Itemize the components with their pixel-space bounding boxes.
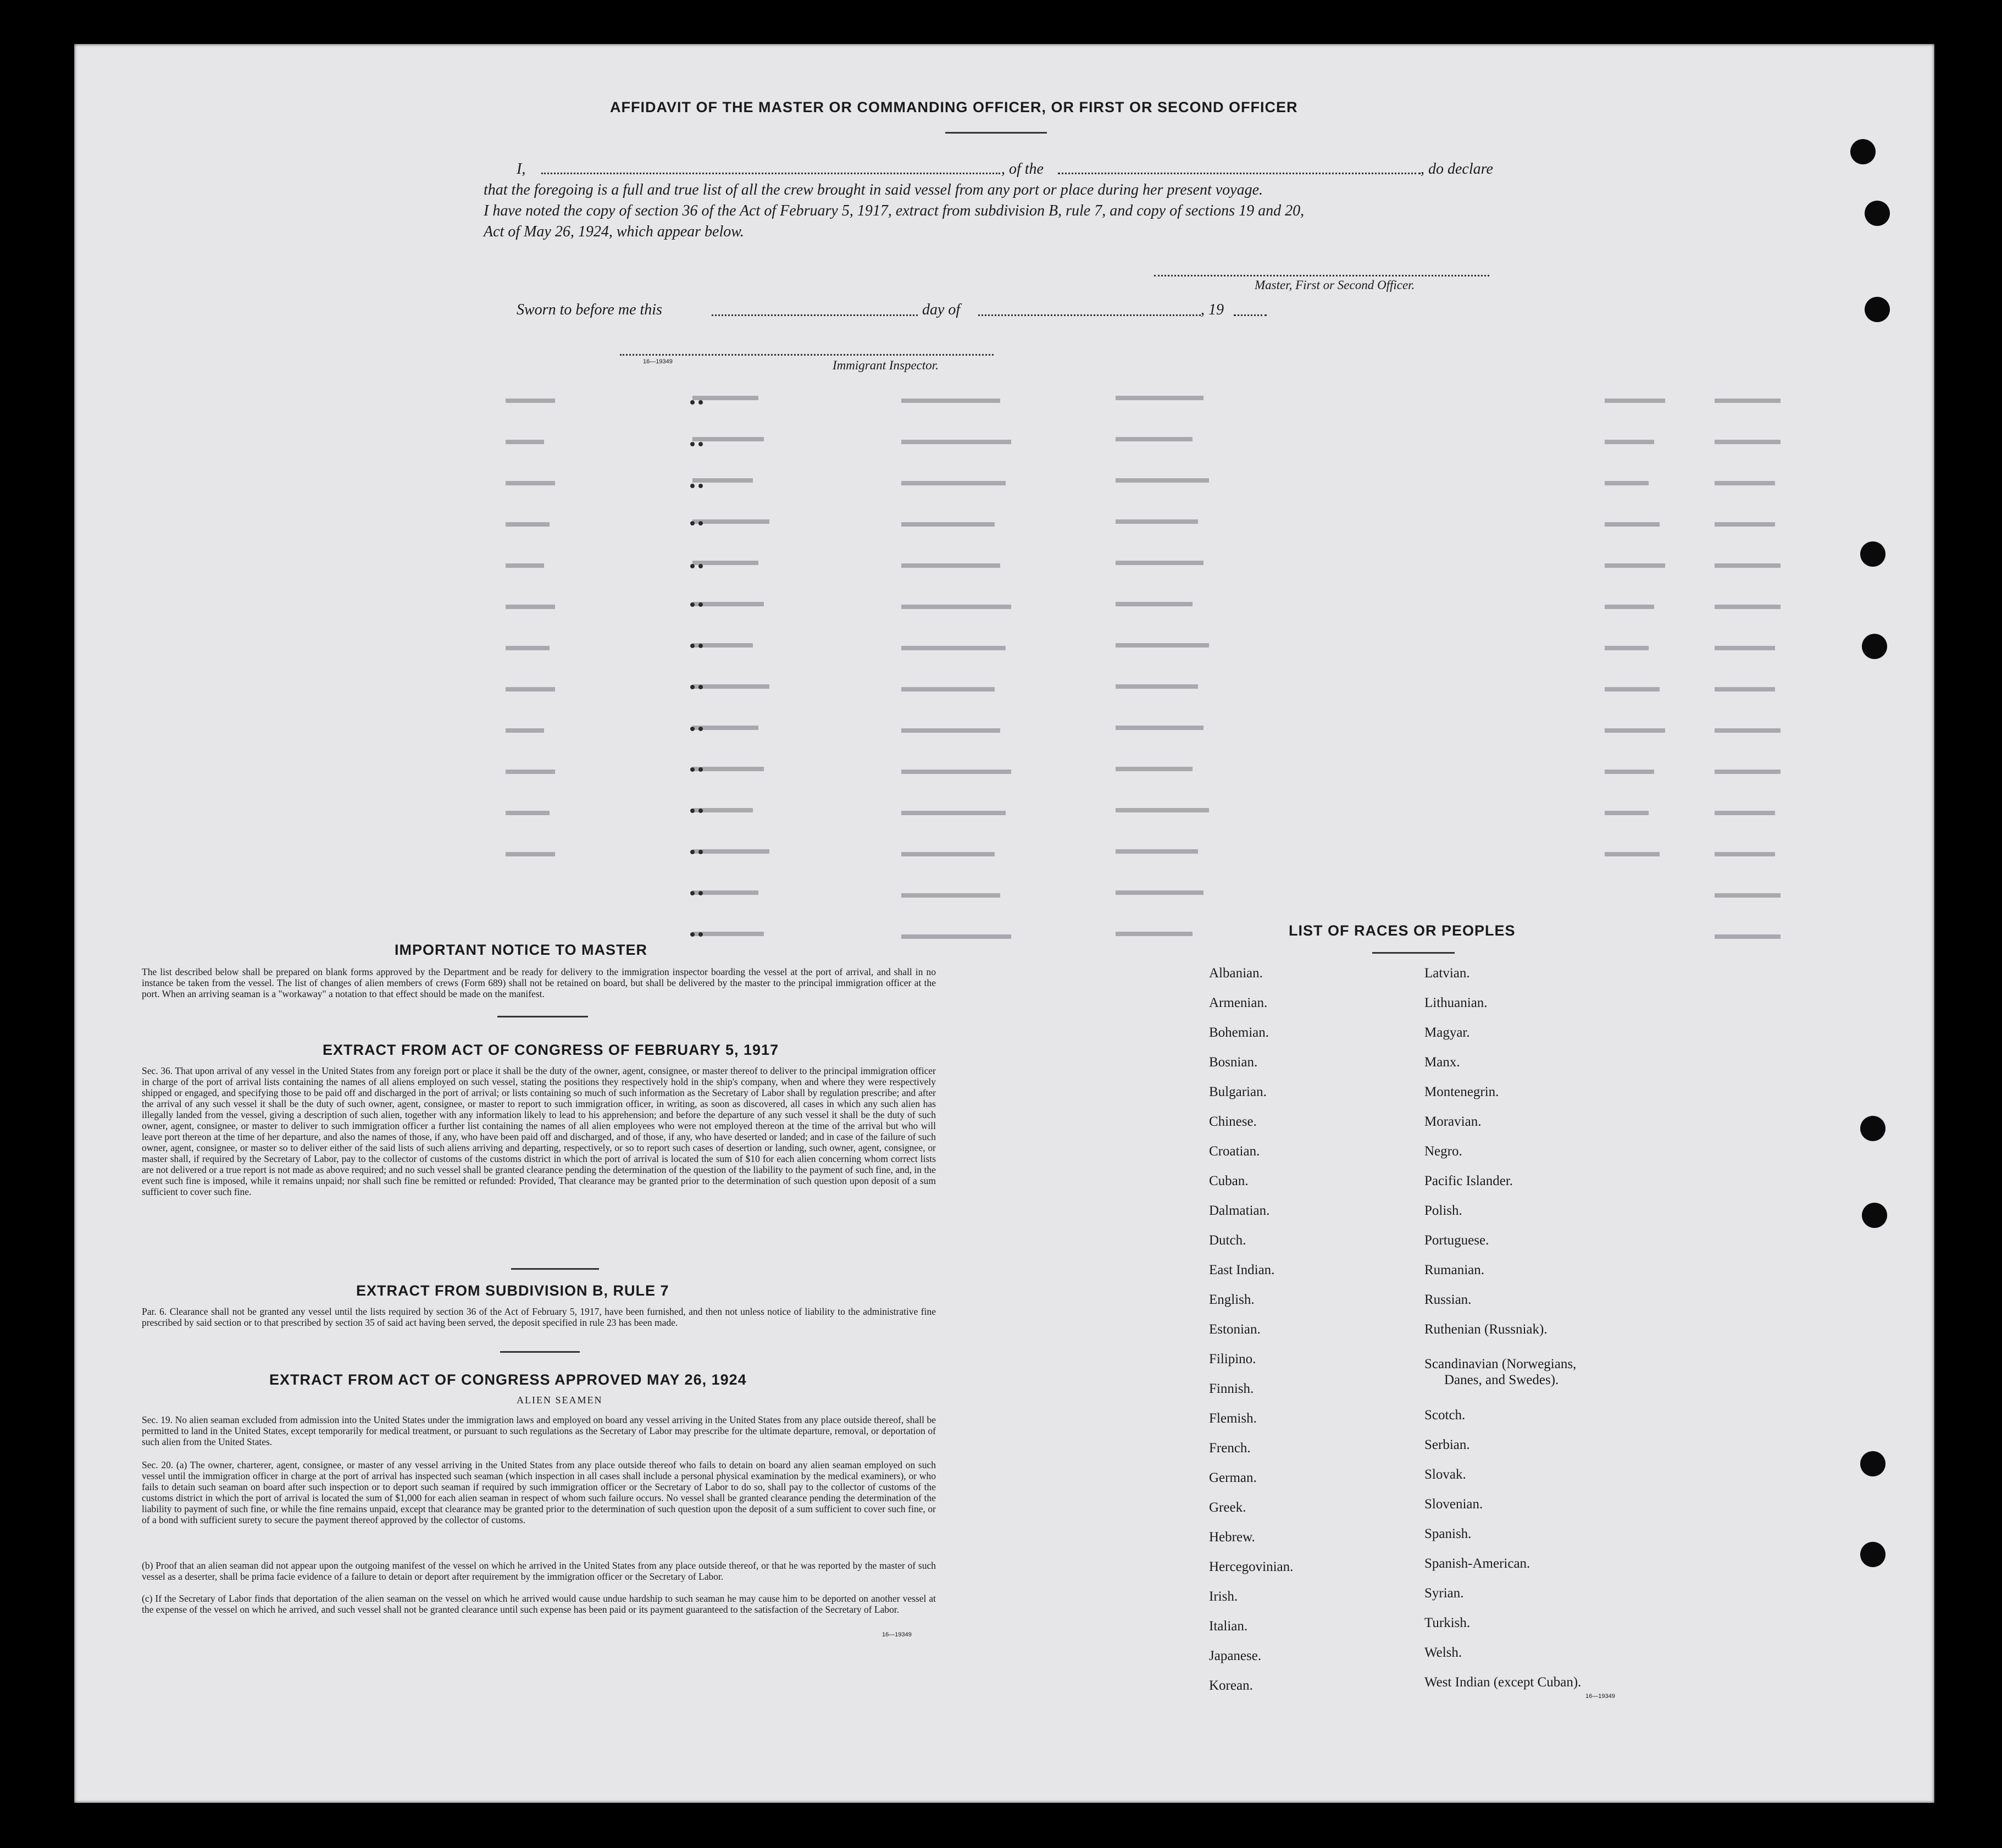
races-title: LIST OF RACES OR PEOPLES — [1289, 922, 1516, 939]
notice-text: The list described below shall be prepared on blank forms approved by the Department and be ready for delivery to the immigration inspector boarding the vessel at the port of arrival, and shall in no instance be taken from the vessel. The list of changes of alien members of crews (Form 689) shall not be retained on board, but shall be delivered by the master to the principal immigration officer at the port. When an arriving seaman is a "workaway" a notation to that effect should be made on the manifest. — [142, 966, 936, 999]
race-item: Croatian. — [1209, 1144, 1260, 1159]
divider — [1372, 952, 1455, 954]
race-item: Scotch. — [1424, 1408, 1466, 1423]
binder-hole — [1865, 201, 1890, 226]
sworn-month-line[interactable] — [978, 314, 1201, 316]
divider — [511, 1268, 599, 1270]
race-item: Dutch. — [1209, 1233, 1246, 1248]
race-item: Turkish. — [1424, 1615, 1471, 1630]
binder-hole — [1862, 1203, 1887, 1228]
race-item: West Indian (except Cuban). — [1424, 1675, 1582, 1690]
race-item: Latvian. — [1424, 966, 1470, 981]
sworn-year: , 19 — [1201, 301, 1224, 318]
race-item: Cuban. — [1209, 1174, 1249, 1188]
race-item: Slovak. — [1424, 1467, 1466, 1482]
race-item: Portuguese. — [1424, 1233, 1489, 1248]
race-item: Spanish. — [1424, 1526, 1472, 1541]
extract-1924-subtitle: ALIEN SEAMEN — [517, 1395, 603, 1406]
binder-hole — [1862, 634, 1887, 659]
race-item: German. — [1209, 1470, 1257, 1485]
race-item: Manx. — [1424, 1055, 1460, 1070]
race-item: Slovenian. — [1424, 1497, 1483, 1512]
binder-hole — [1860, 541, 1885, 567]
declaration-of-the: , of the — [1001, 161, 1044, 178]
race-item: Bohemian. — [1209, 1025, 1269, 1040]
race-item: Serbian. — [1424, 1437, 1470, 1452]
race-item: Pacific Islander. — [1424, 1174, 1513, 1188]
race-item: Scandinavian (Norwegians, — [1424, 1357, 1577, 1371]
race-item: Danes, and Swedes). — [1444, 1373, 1559, 1387]
affidavit-title: AFFIDAVIT OF THE MASTER OR COMMANDING OFFICER, OR FIRST OR SECOND OFFICER — [610, 99, 1298, 115]
notice-title: IMPORTANT NOTICE TO MASTER — [395, 942, 647, 958]
divider — [945, 132, 1047, 134]
race-item: Ruthenian (Russniak). — [1424, 1322, 1548, 1337]
race-item: Irish. — [1209, 1589, 1238, 1604]
race-item: Estonian. — [1209, 1322, 1261, 1337]
sec-20b-text: (b) Proof that an alien seaman did not appear upon the outgoing manifest of the vessel on which he arrived in the United States from any place outside thereof, or that he was reported by the master of such vessel as a deserter, shall be prima facie evidence of a failure to detain or deport after requirement by the immigration officer or the Secretary of Labor. — [142, 1560, 936, 1582]
extract-1924-title: EXTRACT FROM ACT OF CONGRESS APPROVED MAY 26, 1924 — [269, 1371, 747, 1388]
sworn-year-line[interactable] — [1234, 314, 1267, 316]
master-name-line[interactable] — [541, 173, 1000, 174]
form-number: 16—19349 — [1585, 1693, 1615, 1700]
race-item: French. — [1209, 1441, 1251, 1456]
race-item: Chinese. — [1209, 1114, 1257, 1129]
subdivision-text: Par. 6. Clearance shall not be granted any vessel until the lists required by section 36 of the Act of February 5, 1917, have been furnished, and then not unless notice of liability to the administrative fine prescribed by said section or to that prescribed by section 35 of said act having been served, the deposit specified in rule 23 has been made. — [142, 1306, 936, 1328]
sec-20c-text: (c) If the Secretary of Labor finds that deportation of the alien seaman on the vessel on which he arrived would cause undue hardship to such seaman he may cause him to be deported on another vessel at the expense of the vessel on which he arrived, and such vessel shall not be granted clearance until such expense has been paid or its payment guaranteed to the satisfaction of the Secretary of Labor. — [142, 1593, 936, 1615]
extract-1917-text: Sec. 36. That upon arrival of any vessel in the United States from any foreign port or place it shall be the duty of the owner, agent, consignee, or master thereof to deliver to the principal immigration officer in charge of the port of arrival lists containing the names of all aliens employed on such vessel, stating the positions they respectively hold in the ship's company, when and where they were respectively shipped or engaged, and specifying those to be paid off and discharged in the port of arrival; or lists containing so much of such information as the Secretary of Labor shall by regulation prescribe; and after the arrival of any such vessel it shall be the duty of such owner, agent, consignee, or master to report to such immigration officer, in writing, as soon as discovered, all cases in which any such alien has illegally landed from the vessel, giving a description of such alien, together with any information likely to lead to his apprehension; and before the departure of any such vessel it shall be the duty of such owner, agent, consignee, or master to deliver to such immigration officer a further list containing the names of all alien employees who were not employed thereon at the time of the arrival but who will leave port thereon at the time of her departure, and also the names of those, if any, who have been paid off and discharged, and of those, if any, who have deserted or landed; and in case of the failure of such owner, agent, consignee, or master so to deliver either of the said lists of such aliens arriving and departing, respectively, or so to report such cases of desertion or landing, such owner, agent, consignee, or master shall, if required by the Secretary of Labor, pay to the collector of customs of the customs district in which the port of arrival is located the sum of $10 for each alien concerning whom correct lists are not delivered or a true report is not made as above required; and no such vessel shall be granted clearance pending the determination of the question of the liability to the payment of such fine, and, in the event such fine is imposed, while it remains unpaid; nor shall such fine be remitted or refunded: Provided, That clearance may be granted prior to the determination of such question upon deposit of a sum sufficient to cover such fine. — [142, 1065, 936, 1197]
signature-label: Master, First or Second Officer. — [1255, 278, 1415, 292]
inspector-label: Immigrant Inspector. — [833, 358, 939, 372]
race-item: Negro. — [1424, 1144, 1462, 1159]
race-item: East Indian. — [1209, 1263, 1275, 1277]
race-item: Syrian. — [1424, 1586, 1464, 1601]
sec-19-text: Sec. 19. No alien seaman excluded from admission into the United States under the immigration laws and employed on board any vessel arriving in the United States from any place outside thereof, shall be permitted to land in the United States, except temporarily for medical treatment, or pursuant to such regulations as the Secretary of Labor may prescribe for the ultimate departure, removal, or deportation of such alien from the United States. — [142, 1414, 936, 1447]
race-item: Lithuanian. — [1424, 995, 1488, 1010]
race-item: Bosnian. — [1209, 1055, 1258, 1070]
divider — [500, 1351, 580, 1353]
binder-hole — [1860, 1451, 1885, 1476]
race-item: Greek. — [1209, 1500, 1246, 1515]
race-item: Flemish. — [1209, 1411, 1257, 1426]
race-item: Armenian. — [1209, 995, 1268, 1010]
race-item: Italian. — [1209, 1619, 1248, 1634]
extract-1917-title: EXTRACT FROM ACT OF CONGRESS OF FEBRUARY 5, 1917 — [323, 1042, 779, 1058]
declaration-line-4: Act of May 26, 1924, which appear below. — [484, 223, 744, 240]
race-item: Filipino. — [1209, 1352, 1256, 1366]
signature-line[interactable] — [1154, 275, 1489, 276]
subdivision-title: EXTRACT FROM SUBDIVISION B, RULE 7 — [356, 1282, 669, 1299]
race-item: Albanian. — [1209, 966, 1263, 981]
binder-hole — [1850, 139, 1876, 164]
declaration-line-2: that the foregoing is a full and true list of all the crew brought in said vessel from any port or place during her present voyage. — [484, 181, 1263, 198]
sworn-text: Sworn to before me this — [517, 301, 662, 318]
race-item: Spanish-American. — [1424, 1556, 1530, 1571]
form-number: 16—19349 — [643, 358, 673, 365]
race-item: Korean. — [1209, 1678, 1253, 1693]
race-item: Polish. — [1424, 1203, 1462, 1218]
race-item: Russian. — [1424, 1292, 1472, 1307]
binder-hole — [1860, 1116, 1885, 1141]
race-item: Rumanian. — [1424, 1263, 1485, 1277]
declaration-i: I, — [517, 161, 526, 178]
sworn-day-of: day of — [922, 301, 961, 318]
race-item: Hercegovinian. — [1209, 1559, 1294, 1574]
race-item: Dalmatian. — [1209, 1203, 1270, 1218]
inspector-signature-line[interactable] — [620, 354, 994, 356]
declaration-do-declare: , do declare — [1421, 161, 1493, 178]
sec-20a-text: Sec. 20. (a) The owner, charterer, agent, consignee, or master of any vessel arriving in the United States from any place outside thereof who fails to detain on board any alien seaman employed on such vessel until the immigration officer in charge at the port of arrival has inspected such seaman (which inspection in all cases shall include a personal physical examination by the medical examiners), or who fails to detain such seaman on board after such inspection or to deport such seaman if required by such immigration officer or the Secretary of Labor to do so, shall pay to the collector of customs of the customs district in which the port of arrival is located the sum of $1,000 for each alien seaman in respect of whom such failure occurs. No vessel shall be granted clearance pending the determination of the liability to payment of such fine, or while the fine remains unpaid, except that clearance may be granted prior to the determination of such question upon the deposit of a sum sufficient to cover such fine, or of a bond with sufficient surety to secure the payment thereof approved by the collector of customs. — [142, 1459, 936, 1525]
form-number: 16—19349 — [882, 1631, 912, 1638]
race-item: English. — [1209, 1292, 1255, 1307]
race-item: Finnish. — [1209, 1381, 1254, 1396]
divider — [497, 1016, 588, 1017]
vessel-name-line[interactable] — [1058, 173, 1421, 174]
race-item: Montenegrin. — [1424, 1085, 1499, 1099]
binder-hole — [1860, 1542, 1885, 1567]
race-item: Japanese. — [1209, 1648, 1262, 1663]
binder-hole — [1865, 297, 1890, 322]
sworn-day-line[interactable] — [712, 314, 918, 316]
race-item: Moravian. — [1424, 1114, 1482, 1129]
race-item: Hebrew. — [1209, 1530, 1255, 1545]
race-item: Bulgarian. — [1209, 1085, 1267, 1099]
race-item: Magyar. — [1424, 1025, 1470, 1040]
race-item: Welsh. — [1424, 1645, 1462, 1660]
declaration-line-3: I have noted the copy of section 36 of the Act of February 5, 1917, extract from subdivision B, rule 7, and copy of sections 19 and 20, — [484, 202, 1305, 219]
